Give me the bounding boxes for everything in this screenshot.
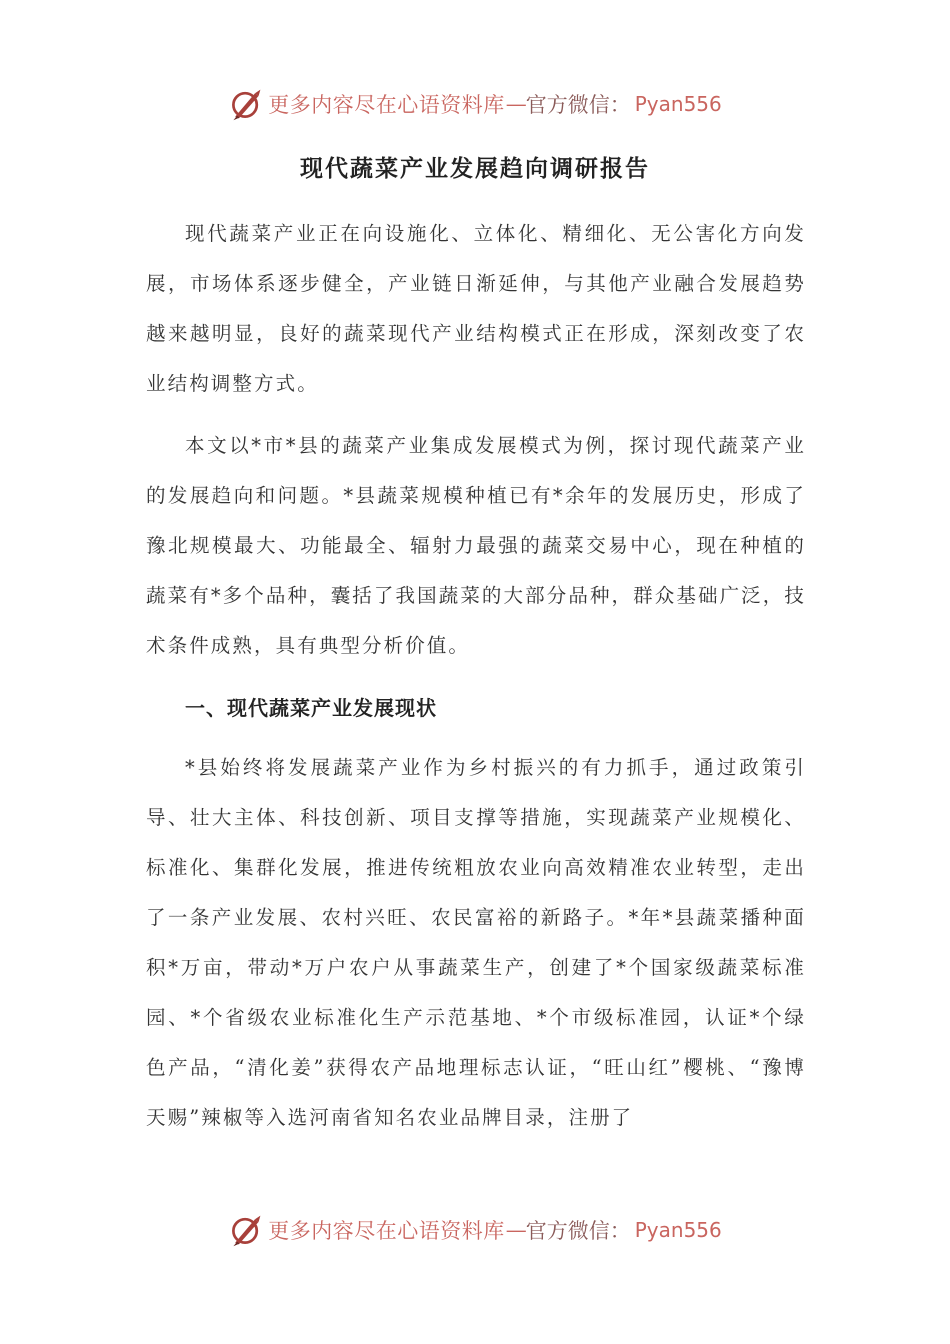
footer-watermark-banner (0, 1208, 950, 1252)
intro-paragraph: 现代蔬菜产业正在向设施化、立体化、精细化、无公害化方向发展，市场体系逐步健全，产业链日渐延伸，与其他产业融合发展趋势越来越明显，良好的蔬菜现代产业结构模式正在形成，深刻改变了农业结构调整方式。 (146, 222, 806, 395)
banner-wechat-label: 官方微信： (525, 1219, 631, 1243)
banner-slogan: 更多内容尽在心语资料库 (268, 93, 505, 117)
document-body (146, 209, 806, 1143)
section-paragraph: *县始终将发展蔬菜产业作为乡村振兴的有力抓手，通过政策引导、壮大主体、科技创新、项目支撑等措施，实现蔬菜产业规模化、标准化、集群化发展，推进传统粗放农业向高效精准农业转型，走出了一条产业发展、农村兴旺、农民富裕的新路子。*年*县蔬菜播种面积*万亩，带动*万户农户从事蔬菜生产，创建了*个国家级蔬菜标准园、*个省级农业标准化生产示范基地、*个市级标准园，认证*个绿色产品，“清化姜”获得农产品地理标志认证，“旺山红”樱桃、“豫博天赐”辣椒等入选河南省知名农业品牌目录，注册了 (146, 756, 806, 1129)
banner-dash: — (505, 1218, 525, 1242)
banner-wechat-id: Pyan556 (634, 1218, 722, 1242)
document-title: 现代蔬菜产业发展趋向调研报告 (300, 155, 650, 182)
pen-logo-icon (228, 86, 264, 122)
scope-paragraph: 本文以*市*县的蔬菜产业集成发展模式为例，探讨现代蔬菜产业的发展趋向和问题。*县蔬菜规模种植已有*余年的发展历史，形成了豫北规模最大、功能最全、辐射力最强的蔬菜交易中心，现在种植的蔬菜有*多个品种，囊括了我国蔬菜的大部分品种，群众基础广泛，技术条件成熟，具有典型分析价值。 (146, 434, 806, 657)
banner-slogan: 更多内容尽在心语资料库 (268, 1219, 505, 1243)
section-heading: 一、现代蔬菜产业发展现状 (185, 696, 437, 720)
banner-wechat-label: 官方微信： (525, 93, 631, 117)
header-watermark-banner (0, 82, 950, 126)
pen-logo-icon (228, 1212, 264, 1248)
banner-dash: — (505, 92, 525, 116)
banner-wechat-id: Pyan556 (634, 92, 722, 116)
